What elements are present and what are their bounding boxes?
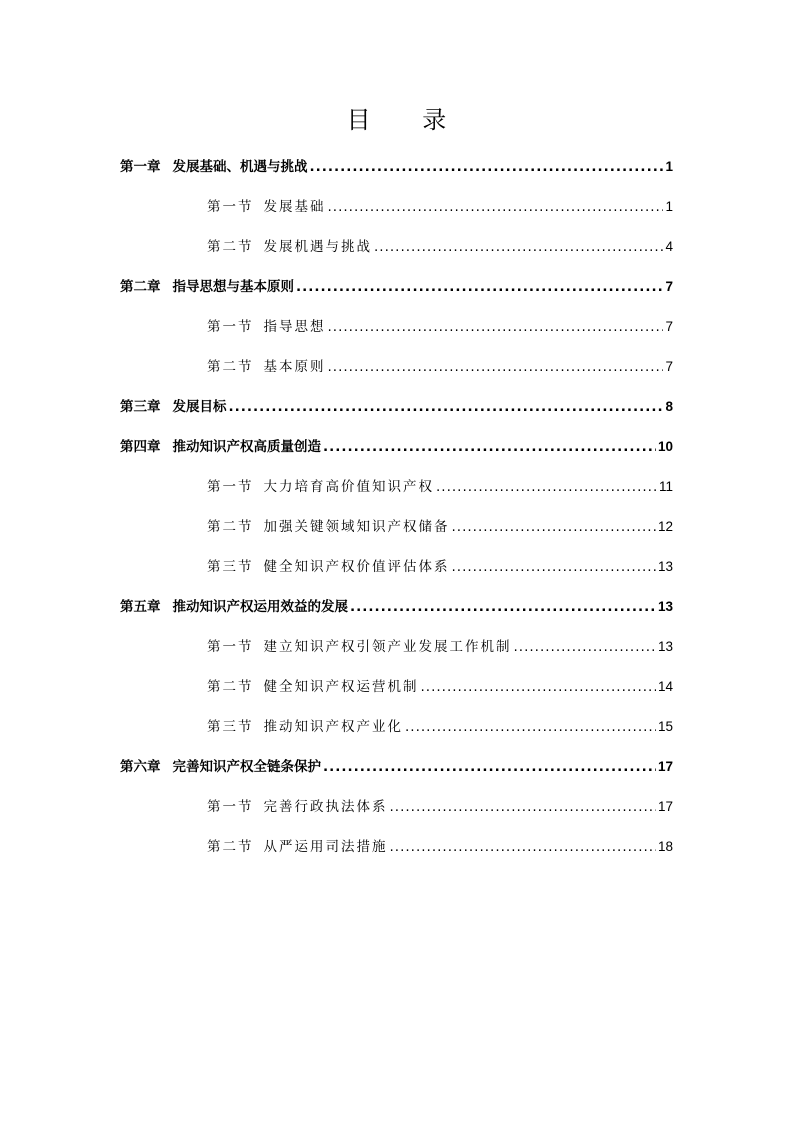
toc-entry[interactable]	[207, 555, 673, 579]
toc-entry-page: 13	[657, 599, 673, 614]
toc-entry-page: 18	[657, 839, 673, 854]
toc-entry-number: 第四章	[120, 439, 161, 455]
toc-entry-title: 发展机遇与挑战	[263, 239, 372, 255]
toc-entry-number: 第一节	[207, 479, 254, 495]
dot-leader	[514, 635, 656, 659]
toc-entry-title: 加强关键领域知识产权储备	[263, 519, 450, 535]
toc-entry[interactable]	[207, 835, 673, 859]
toc-entry[interactable]	[120, 595, 673, 619]
toc-entry-page: 7	[665, 279, 673, 294]
dot-leader	[310, 155, 664, 179]
dot-leader	[405, 715, 656, 739]
dot-leader	[350, 595, 656, 619]
toc-entry-number: 第三章	[120, 399, 161, 415]
toc-entry-title: 发展目标	[172, 399, 227, 415]
toc-entry-title: 推动知识产权产业化	[263, 719, 403, 735]
toc-entry-page: 1	[665, 159, 673, 174]
toc-entry[interactable]	[120, 395, 673, 419]
dot-leader	[328, 315, 664, 339]
toc-entry-page: 13	[657, 559, 673, 574]
toc-entry-title: 健全知识产权运营机制	[263, 679, 419, 695]
toc-entry-title: 发展基础、机遇与挑战	[172, 159, 308, 175]
toc-entry-number: 第二节	[207, 359, 254, 375]
toc-entry[interactable]	[120, 435, 673, 459]
toc-entry-number: 第一节	[207, 639, 254, 655]
toc-entry-page: 8	[665, 399, 673, 414]
dot-leader	[328, 195, 664, 219]
toc-entry-title: 推动知识产权运用效益的发展	[172, 599, 348, 615]
toc-entry-number: 第二节	[207, 839, 254, 855]
toc-entry-page: 12	[657, 519, 673, 534]
toc-entry[interactable]	[207, 475, 673, 499]
toc-entry-number: 第一章	[120, 159, 161, 175]
toc-entry-number: 第一节	[207, 199, 254, 215]
toc-entry[interactable]	[207, 715, 673, 739]
toc-entry-page: 4	[665, 239, 673, 254]
toc-title: 目 录	[346, 106, 469, 134]
toc-entry[interactable]	[120, 275, 673, 299]
toc-entry[interactable]	[207, 675, 673, 699]
dot-leader	[296, 275, 663, 299]
dot-leader	[436, 475, 657, 499]
toc-entry-number: 第五章	[120, 599, 161, 615]
toc-entry[interactable]	[207, 355, 673, 379]
toc-entry-number: 第六章	[120, 759, 161, 775]
toc-entry[interactable]	[207, 235, 673, 259]
toc-entry-number: 第三节	[207, 719, 254, 735]
toc-entry-title: 指导思想	[263, 319, 326, 335]
toc-entry-page: 1	[665, 199, 673, 214]
toc-entry[interactable]	[207, 795, 673, 819]
toc-entry-page: 13	[657, 639, 673, 654]
toc-entry-number: 第一节	[207, 319, 254, 335]
toc-entry-page: 17	[657, 799, 673, 814]
toc-entry-page: 14	[657, 679, 673, 694]
toc-entry-title: 指导思想与基本原则	[172, 279, 294, 295]
toc-entry[interactable]	[207, 315, 673, 339]
dot-leader	[452, 555, 656, 579]
dot-leader	[390, 795, 656, 819]
toc-entry-number: 第一节	[207, 799, 254, 815]
dot-leader	[229, 395, 664, 419]
dot-leader	[374, 235, 663, 259]
toc-entry-title: 推动知识产权高质量创造	[172, 439, 321, 455]
dot-leader	[390, 835, 656, 859]
toc-entry-title: 建立知识产权引领产业发展工作机制	[263, 639, 512, 655]
toc-entry-number: 第二节	[207, 519, 254, 535]
toc-entry[interactable]	[207, 635, 673, 659]
dot-leader	[323, 755, 656, 779]
dot-leader	[452, 515, 656, 539]
toc-entry-page: 15	[657, 719, 673, 734]
toc-entry-title: 基本原则	[263, 359, 326, 375]
toc-entry-page: 7	[665, 359, 673, 374]
toc-entry-title: 完善行政执法体系	[263, 799, 388, 815]
toc-entry-title: 从严运用司法措施	[263, 839, 388, 855]
toc-entry-title: 发展基础	[263, 199, 326, 215]
toc-entry[interactable]	[207, 195, 673, 219]
dot-leader	[421, 675, 656, 699]
toc-entry-page: 17	[657, 759, 673, 774]
toc-entry[interactable]	[120, 755, 673, 779]
toc-entry-page: 11	[658, 479, 673, 494]
toc-entry[interactable]	[207, 515, 673, 539]
dot-leader	[323, 435, 656, 459]
toc-entry-number: 第三节	[207, 559, 254, 575]
toc-entry-title: 大力培育高价值知识产权	[263, 479, 434, 495]
toc-entry[interactable]	[120, 155, 673, 179]
toc-entry-number: 第二节	[207, 679, 254, 695]
dot-leader	[328, 355, 664, 379]
toc-entry-title: 完善知识产权全链条保护	[172, 759, 321, 775]
toc-entry-title: 健全知识产权价值评估体系	[263, 559, 450, 575]
toc-entry-number: 第二章	[120, 279, 161, 295]
toc-entry-number: 第二节	[207, 239, 254, 255]
toc-entry-page: 7	[665, 319, 673, 334]
toc-entry-page: 10	[657, 439, 673, 454]
